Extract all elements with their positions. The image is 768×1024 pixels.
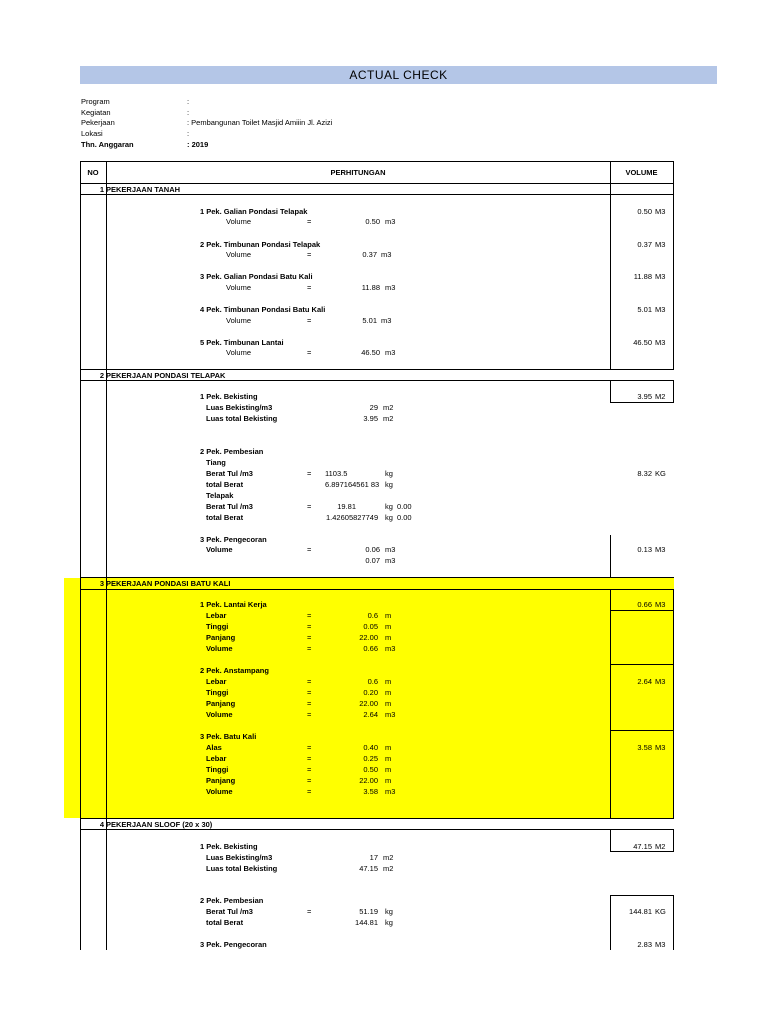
info-value-kegiatan: :: [187, 108, 190, 117]
info-label-tahun: Thn. Anggaran: [81, 140, 134, 149]
item-unit: kg: [385, 502, 393, 511]
item-label: total Berat: [206, 918, 244, 927]
info-label-program: Program: [81, 97, 110, 106]
item-eq: =: [307, 283, 312, 292]
item-value: 0.50: [365, 217, 380, 226]
item-value: 47.15: [359, 864, 378, 873]
item-title: 2 Pek. Anstampang: [200, 666, 269, 675]
volume-unit: M3: [655, 305, 666, 314]
item-unit: m3: [381, 316, 392, 325]
section-no: 1: [99, 185, 104, 194]
item-label: Volume: [206, 545, 233, 554]
title-bar: [80, 66, 717, 84]
item-label: Volume: [226, 250, 252, 259]
item-unit: m: [385, 743, 392, 752]
volume-value: 0.66: [637, 600, 652, 609]
volume-value: 3.58: [637, 743, 652, 752]
item-eq: =: [307, 754, 312, 763]
item-value: 0.06: [365, 545, 380, 554]
item-label: Panjang: [206, 633, 236, 642]
item-eq: =: [307, 765, 312, 774]
item-value: 0.6: [367, 677, 378, 686]
section-no: 4: [99, 820, 104, 829]
item-value: 5.01: [362, 316, 377, 325]
item-label: Tinggi: [206, 765, 229, 774]
item-unit: m3: [385, 644, 396, 653]
volume-value: 144.81: [629, 907, 652, 916]
item-value: 19.81: [337, 502, 356, 511]
item-value: 0.05: [363, 622, 378, 631]
item-value: 0.66: [363, 644, 378, 653]
page-title: ACTUAL CHECK: [349, 68, 448, 82]
item-value: 1.42605827749: [326, 513, 379, 522]
item-sublabel: Tiang: [206, 458, 226, 467]
item-unit: kg: [385, 513, 393, 522]
item-label: Volume: [206, 710, 233, 719]
item-title: 3 Pek. Galian Pondasi Batu Kali: [200, 272, 313, 281]
volume-value: 0.50: [637, 207, 652, 216]
item-value: 0.50: [363, 765, 378, 774]
item-eq: =: [307, 907, 312, 916]
item-unit: m3: [385, 545, 396, 554]
item-title: 2 Pek. Pembesian: [200, 447, 264, 456]
section-title: PEKERJAAN TANAH: [106, 185, 181, 194]
header-volume: VOLUME: [625, 168, 658, 177]
volume-unit: KG: [655, 469, 666, 478]
item-value: 0.20: [363, 688, 378, 697]
volume-unit: M3: [655, 677, 666, 686]
item-label: Alas: [206, 743, 222, 752]
item-eq: =: [307, 743, 312, 752]
item-eq: =: [307, 787, 312, 796]
section-title: PEKERJAAN PONDASI TELAPAK: [106, 371, 226, 380]
item-label: Volume: [226, 283, 252, 292]
item-value: 144.81: [355, 918, 378, 927]
item-value: 22.00: [359, 776, 378, 785]
header-perhitungan: PERHITUNGAN: [330, 168, 386, 177]
volume-value: 8.32: [637, 469, 652, 478]
item-value: 22.00: [359, 699, 378, 708]
item-unit: kg: [385, 480, 393, 489]
item-unit: m2: [383, 403, 394, 412]
item-value: 0.07: [365, 556, 380, 565]
item-value: 0.37: [362, 250, 377, 259]
item-unit: m3: [385, 217, 396, 226]
item-value: 2.64: [363, 710, 378, 719]
item-label: Luas Bekisting/m3: [206, 403, 273, 412]
item-title: 5 Pek. Timbunan Lantai: [200, 338, 284, 347]
item-label: Volume: [206, 787, 233, 796]
item-label: Lebar: [206, 611, 227, 620]
volume-value: 2.64: [637, 677, 652, 686]
item-unit: m3: [385, 787, 396, 796]
volume-unit: M3: [655, 272, 666, 281]
item-eq: =: [307, 316, 312, 325]
item-extra: 0.00: [397, 513, 412, 522]
item-eq: =: [307, 688, 312, 697]
volume-unit: M3: [655, 600, 666, 609]
volume-value: 47.15: [633, 842, 652, 851]
volume-unit: M3: [655, 207, 666, 216]
item-value: 3.95: [363, 414, 378, 423]
item-unit: m3: [385, 348, 396, 357]
item-unit: m3: [381, 250, 392, 259]
item-title: 2 Pek. Timbunan Pondasi Telapak: [200, 240, 321, 249]
volume-unit: M2: [655, 842, 666, 851]
item-value: 17: [369, 853, 378, 862]
item-eq: =: [307, 545, 312, 554]
item-title: 1 Pek. Lantai Kerja: [200, 600, 267, 609]
volume-unit: M3: [655, 940, 666, 949]
info-value-pekerjaan: : Pembangunan Toilet Masjid Amiiin Jl. Azizi: [187, 118, 333, 127]
item-eq: =: [307, 502, 312, 511]
info-value-tahun: : 2019: [187, 140, 209, 149]
info-label-pekerjaan: Pekerjaan: [81, 118, 115, 127]
item-value: 46.50: [361, 348, 380, 357]
volume-value: 2.83: [637, 940, 652, 949]
item-unit: m: [385, 754, 392, 763]
item-value: 11.88: [361, 283, 380, 292]
item-eq: =: [307, 622, 312, 631]
section-title: PEKERJAAN PONDASI BATU KALI: [106, 579, 231, 588]
volume-value: 5.01: [637, 305, 652, 314]
volume-value: 0.37: [637, 240, 652, 249]
item-label: Lebar: [206, 677, 227, 686]
item-value: 29: [369, 403, 378, 412]
item-label: Volume: [226, 316, 252, 325]
item-label: total Berat: [206, 480, 244, 489]
volume-unit: M3: [655, 338, 666, 347]
volume-value: 3.95: [637, 392, 652, 401]
item-value: 1103.5: [325, 469, 348, 478]
item-label: Volume: [206, 644, 233, 653]
item-title: 2 Pek. Pembesian: [200, 896, 264, 905]
item-eq: =: [307, 217, 312, 226]
item-eq: =: [307, 776, 312, 785]
item-label: Volume: [226, 348, 252, 357]
item-unit: m: [385, 622, 392, 631]
section-no: 3: [99, 579, 104, 588]
item-label: Tinggi: [206, 622, 229, 631]
item-eq: =: [307, 633, 312, 642]
volume-unit: M3: [655, 743, 666, 752]
item-eq: =: [307, 250, 312, 259]
item-label: Panjang: [206, 776, 236, 785]
item-value: 0.25: [363, 754, 378, 763]
item-value: 6.897164561 83: [325, 480, 380, 489]
item-unit: m: [385, 633, 392, 642]
volume-value: 11.88: [633, 272, 652, 281]
item-unit: m2: [383, 853, 394, 862]
item-label: Panjang: [206, 699, 236, 708]
item-eq: =: [307, 348, 312, 357]
item-sublabel: Telapak: [206, 491, 234, 500]
item-label: Luas total Bekisting: [206, 864, 278, 873]
item-eq: =: [307, 611, 312, 620]
header-no: NO: [87, 168, 99, 177]
item-unit: m: [385, 765, 392, 774]
item-value: 0.6: [367, 611, 378, 620]
item-unit: m: [385, 699, 392, 708]
item-title: 3 Pek. Batu Kali: [200, 732, 257, 741]
item-extra: 0.00: [397, 502, 412, 511]
item-eq: =: [307, 677, 312, 686]
item-title: 3 Pek. Pengecoran: [200, 535, 267, 544]
volume-value: 0.13: [637, 545, 652, 554]
item-unit: m2: [383, 864, 394, 873]
item-unit: m3: [385, 283, 396, 292]
item-value: 51.19: [359, 907, 378, 916]
item-label: Luas total Bekisting: [206, 414, 278, 423]
item-label: Luas Bekisting/m3: [206, 853, 273, 862]
item-eq: =: [307, 469, 312, 478]
volume-unit: M3: [655, 545, 666, 554]
item-value: 22.00: [359, 633, 378, 642]
info-label-lokasi: Lokasi: [81, 129, 103, 138]
item-unit: m: [385, 677, 392, 686]
item-unit: kg: [385, 918, 393, 927]
item-label: Berat Tul /m3: [206, 502, 253, 511]
section-no: 2: [99, 371, 104, 380]
item-value: 3.58: [363, 787, 378, 796]
item-title: 4 Pek. Timbunan Pondasi Batu Kali: [200, 305, 326, 314]
volume-unit: KG: [655, 907, 666, 916]
volume-unit: M2: [655, 392, 666, 401]
item-title: 1 Pek. Bekisting: [200, 842, 258, 851]
item-label: Berat Tul /m3: [206, 469, 253, 478]
item-unit: m: [385, 611, 392, 620]
volume-unit: M3: [655, 240, 666, 249]
item-eq: =: [307, 644, 312, 653]
section-title: PEKERJAAN SLOOF (20 x 30): [106, 820, 213, 829]
item-eq: =: [307, 710, 312, 719]
item-title: 1 Pek. Bekisting: [200, 392, 258, 401]
item-label: Volume: [226, 217, 252, 226]
item-title: 1 Pek. Galian Pondasi Telapak: [200, 207, 308, 216]
item-eq: =: [307, 699, 312, 708]
item-unit: kg: [385, 469, 393, 478]
item-unit: m3: [385, 556, 396, 565]
item-unit: m2: [383, 414, 394, 423]
info-label-kegiatan: Kegiatan: [81, 108, 111, 117]
volume-value: 46.50: [633, 338, 652, 347]
item-label: Lebar: [206, 754, 227, 763]
info-value-program: :: [187, 97, 190, 106]
item-unit: m3: [385, 710, 396, 719]
item-unit: m: [385, 776, 392, 785]
info-value-lokasi: :: [187, 129, 190, 138]
item-value: 0.40: [363, 743, 378, 752]
item-label: Berat Tul /m3: [206, 907, 253, 916]
item-unit: m: [385, 688, 392, 697]
item-label: total Berat: [206, 513, 244, 522]
item-unit: kg: [385, 907, 393, 916]
item-title: 3 Pek. Pengecoran: [200, 940, 267, 949]
item-label: Tinggi: [206, 688, 229, 697]
